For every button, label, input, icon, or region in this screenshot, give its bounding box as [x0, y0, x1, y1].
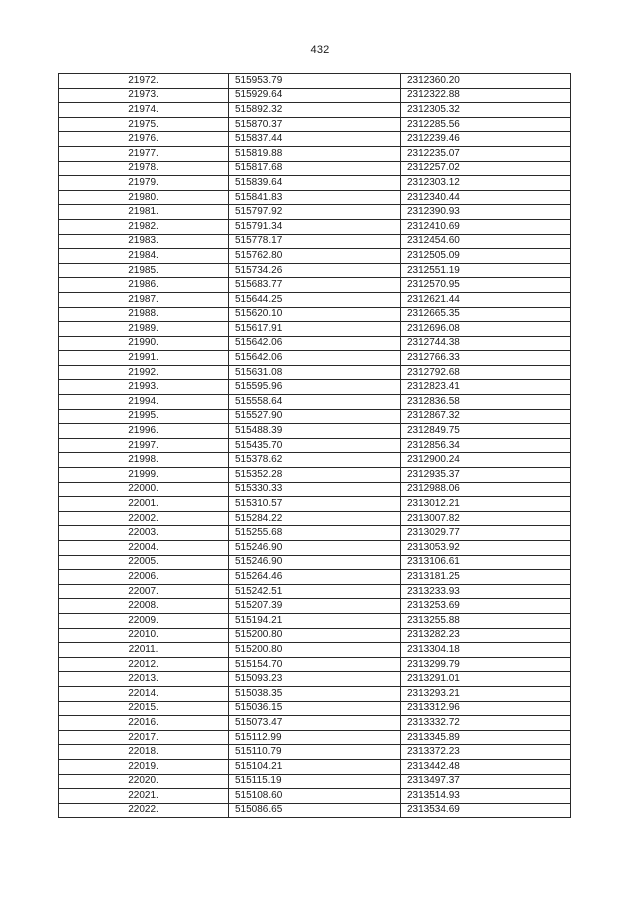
y-coordinate-cell: 2313291.01 [401, 672, 571, 687]
table-row [59, 438, 571, 453]
x-coordinate-cell: 515200.80 [229, 643, 401, 658]
y-coordinate-cell: 2312551.19 [401, 263, 571, 278]
table-row [59, 249, 571, 264]
coordinates-table [58, 73, 571, 818]
table-row [59, 657, 571, 672]
y-coordinate-cell: 2313442.48 [401, 759, 571, 774]
table-row [59, 672, 571, 687]
x-coordinate-cell: 515841.83 [229, 190, 401, 205]
table-row [59, 730, 571, 745]
x-coordinate-cell: 515929.64 [229, 88, 401, 103]
point-number-cell: 22004. [59, 541, 229, 556]
y-coordinate-cell: 2313345.89 [401, 730, 571, 745]
table-row [59, 526, 571, 541]
y-coordinate-cell: 2312285.56 [401, 117, 571, 132]
y-coordinate-cell: 2312410.69 [401, 219, 571, 234]
y-coordinate-cell: 2313181.25 [401, 570, 571, 585]
coordinates-table-body [59, 74, 571, 818]
point-number-cell: 21990. [59, 336, 229, 351]
table-row [59, 570, 571, 585]
x-coordinate-cell: 515778.17 [229, 234, 401, 249]
y-coordinate-cell: 2312696.08 [401, 322, 571, 337]
point-number-cell: 21989. [59, 322, 229, 337]
table-row [59, 424, 571, 439]
y-coordinate-cell: 2312570.95 [401, 278, 571, 293]
y-coordinate-cell: 2312766.33 [401, 351, 571, 366]
table-row [59, 789, 571, 804]
table-row [59, 716, 571, 731]
y-coordinate-cell: 2313233.93 [401, 584, 571, 599]
y-coordinate-cell: 2312303.12 [401, 176, 571, 191]
x-coordinate-cell: 515104.21 [229, 759, 401, 774]
y-coordinate-cell: 2312849.75 [401, 424, 571, 439]
page-number: 432 [310, 44, 330, 56]
x-coordinate-cell: 515870.37 [229, 117, 401, 132]
table-row [59, 599, 571, 614]
x-coordinate-cell: 515112.99 [229, 730, 401, 745]
point-number-cell: 22022. [59, 803, 229, 818]
point-number-cell: 22005. [59, 555, 229, 570]
table-row [59, 103, 571, 118]
table-row [59, 409, 571, 424]
y-coordinate-cell: 2312621.44 [401, 292, 571, 307]
table-row [59, 453, 571, 468]
table-row [59, 88, 571, 103]
x-coordinate-cell: 515617.91 [229, 322, 401, 337]
x-coordinate-cell: 515110.79 [229, 745, 401, 760]
y-coordinate-cell: 2312239.46 [401, 132, 571, 147]
table-row [59, 497, 571, 512]
table-row [59, 745, 571, 760]
x-coordinate-cell: 515086.65 [229, 803, 401, 818]
table-row [59, 205, 571, 220]
y-coordinate-cell: 2312305.32 [401, 103, 571, 118]
y-coordinate-cell: 2312856.34 [401, 438, 571, 453]
point-number-cell: 21976. [59, 132, 229, 147]
x-coordinate-cell: 515378.62 [229, 453, 401, 468]
point-number-cell: 21999. [59, 468, 229, 483]
x-coordinate-cell: 515791.34 [229, 219, 401, 234]
point-number-cell: 21972. [59, 74, 229, 89]
x-coordinate-cell: 515200.80 [229, 628, 401, 643]
point-number-cell: 21993. [59, 380, 229, 395]
table-row [59, 759, 571, 774]
y-coordinate-cell: 2313053.92 [401, 541, 571, 556]
point-number-cell: 22002. [59, 511, 229, 526]
y-coordinate-cell: 2312360.20 [401, 74, 571, 89]
x-coordinate-cell: 515839.64 [229, 176, 401, 191]
x-coordinate-cell: 515330.33 [229, 482, 401, 497]
table-row [59, 322, 571, 337]
table-row [59, 365, 571, 380]
point-number-cell: 22010. [59, 628, 229, 643]
y-coordinate-cell: 2312505.09 [401, 249, 571, 264]
table-row [59, 613, 571, 628]
table-row [59, 395, 571, 410]
table-row [59, 774, 571, 789]
x-coordinate-cell: 515194.21 [229, 613, 401, 628]
table-row [59, 511, 571, 526]
table-row [59, 234, 571, 249]
x-coordinate-cell: 515284.22 [229, 511, 401, 526]
x-coordinate-cell: 515093.23 [229, 672, 401, 687]
table-row [59, 146, 571, 161]
y-coordinate-cell: 2312454.60 [401, 234, 571, 249]
table-row [59, 351, 571, 366]
x-coordinate-cell: 515762.80 [229, 249, 401, 264]
x-coordinate-cell: 515620.10 [229, 307, 401, 322]
table-row [59, 190, 571, 205]
point-number-cell: 22015. [59, 701, 229, 716]
x-coordinate-cell: 515817.68 [229, 161, 401, 176]
y-coordinate-cell: 2312665.35 [401, 307, 571, 322]
point-number-cell: 21981. [59, 205, 229, 220]
point-number-cell: 21979. [59, 176, 229, 191]
point-number-cell: 21994. [59, 395, 229, 410]
point-number-cell: 22012. [59, 657, 229, 672]
y-coordinate-cell: 2313029.77 [401, 526, 571, 541]
point-number-cell: 22006. [59, 570, 229, 585]
y-coordinate-cell: 2313106.61 [401, 555, 571, 570]
x-coordinate-cell: 515264.46 [229, 570, 401, 585]
x-coordinate-cell: 515644.25 [229, 292, 401, 307]
y-coordinate-cell: 2312823.41 [401, 380, 571, 395]
table-row [59, 263, 571, 278]
point-number-cell: 22009. [59, 613, 229, 628]
x-coordinate-cell: 515527.90 [229, 409, 401, 424]
point-number-cell: 22000. [59, 482, 229, 497]
table-row [59, 74, 571, 89]
y-coordinate-cell: 2313514.93 [401, 789, 571, 804]
point-number-cell: 21978. [59, 161, 229, 176]
point-number-cell: 21975. [59, 117, 229, 132]
x-coordinate-cell: 515642.06 [229, 336, 401, 351]
point-number-cell: 21974. [59, 103, 229, 118]
y-coordinate-cell: 2313497.37 [401, 774, 571, 789]
table-row [59, 336, 571, 351]
table-row [59, 278, 571, 293]
point-number-cell: 22018. [59, 745, 229, 760]
y-coordinate-cell: 2313372.23 [401, 745, 571, 760]
point-number-cell: 22019. [59, 759, 229, 774]
table-row [59, 628, 571, 643]
point-number-cell: 22014. [59, 686, 229, 701]
point-number-cell: 21983. [59, 234, 229, 249]
point-number-cell: 21973. [59, 88, 229, 103]
point-number-cell: 21986. [59, 278, 229, 293]
table-row [59, 292, 571, 307]
table-row [59, 803, 571, 818]
x-coordinate-cell: 515595.96 [229, 380, 401, 395]
x-coordinate-cell: 515352.28 [229, 468, 401, 483]
x-coordinate-cell: 515310.57 [229, 497, 401, 512]
y-coordinate-cell: 2312235.07 [401, 146, 571, 161]
y-coordinate-cell: 2312935.37 [401, 468, 571, 483]
point-number-cell: 22003. [59, 526, 229, 541]
table-row [59, 686, 571, 701]
point-number-cell: 22007. [59, 584, 229, 599]
y-coordinate-cell: 2313012.21 [401, 497, 571, 512]
point-number-cell: 21984. [59, 249, 229, 264]
x-coordinate-cell: 515819.88 [229, 146, 401, 161]
y-coordinate-cell: 2313253.69 [401, 599, 571, 614]
point-number-cell: 21997. [59, 438, 229, 453]
y-coordinate-cell: 2313293.21 [401, 686, 571, 701]
point-number-cell: 21996. [59, 424, 229, 439]
x-coordinate-cell: 515073.47 [229, 716, 401, 731]
x-coordinate-cell: 515246.90 [229, 555, 401, 570]
y-coordinate-cell: 2312340.44 [401, 190, 571, 205]
table-row [59, 468, 571, 483]
point-number-cell: 21982. [59, 219, 229, 234]
x-coordinate-cell: 515837.44 [229, 132, 401, 147]
point-number-cell: 21985. [59, 263, 229, 278]
x-coordinate-cell: 515797.92 [229, 205, 401, 220]
point-number-cell: 22008. [59, 599, 229, 614]
point-number-cell: 22001. [59, 497, 229, 512]
y-coordinate-cell: 2313312.96 [401, 701, 571, 716]
x-coordinate-cell: 515242.51 [229, 584, 401, 599]
y-coordinate-cell: 2313534.69 [401, 803, 571, 818]
y-coordinate-cell: 2313282.23 [401, 628, 571, 643]
x-coordinate-cell: 515108.60 [229, 789, 401, 804]
y-coordinate-cell: 2312744.38 [401, 336, 571, 351]
x-coordinate-cell: 515631.08 [229, 365, 401, 380]
y-coordinate-cell: 2313255.88 [401, 613, 571, 628]
y-coordinate-cell: 2312900.24 [401, 453, 571, 468]
point-number-cell: 22016. [59, 716, 229, 731]
table-row [59, 584, 571, 599]
table-row [59, 643, 571, 658]
y-coordinate-cell: 2312257.02 [401, 161, 571, 176]
point-number-cell: 21992. [59, 365, 229, 380]
point-number-cell: 22017. [59, 730, 229, 745]
x-coordinate-cell: 515255.68 [229, 526, 401, 541]
table-row [59, 482, 571, 497]
y-coordinate-cell: 2312867.32 [401, 409, 571, 424]
point-number-cell: 21995. [59, 409, 229, 424]
x-coordinate-cell: 515115.19 [229, 774, 401, 789]
table-row [59, 380, 571, 395]
y-coordinate-cell: 2312792.68 [401, 365, 571, 380]
table-row [59, 541, 571, 556]
table-row [59, 176, 571, 191]
point-number-cell: 21991. [59, 351, 229, 366]
y-coordinate-cell: 2313299.79 [401, 657, 571, 672]
table-row [59, 161, 571, 176]
point-number-cell: 21998. [59, 453, 229, 468]
table-row [59, 117, 571, 132]
x-coordinate-cell: 515953.79 [229, 74, 401, 89]
point-number-cell: 21980. [59, 190, 229, 205]
table-row [59, 307, 571, 322]
point-number-cell: 22021. [59, 789, 229, 804]
y-coordinate-cell: 2313007.82 [401, 511, 571, 526]
y-coordinate-cell: 2312390.93 [401, 205, 571, 220]
point-number-cell: 22020. [59, 774, 229, 789]
table-row [59, 219, 571, 234]
point-number-cell: 21988. [59, 307, 229, 322]
x-coordinate-cell: 515892.32 [229, 103, 401, 118]
x-coordinate-cell: 515435.70 [229, 438, 401, 453]
x-coordinate-cell: 515488.39 [229, 424, 401, 439]
y-coordinate-cell: 2312836.58 [401, 395, 571, 410]
table-row [59, 132, 571, 147]
point-number-cell: 21977. [59, 146, 229, 161]
x-coordinate-cell: 515154.70 [229, 657, 401, 672]
table-row [59, 555, 571, 570]
point-number-cell: 22011. [59, 643, 229, 658]
y-coordinate-cell: 2313332.72 [401, 716, 571, 731]
x-coordinate-cell: 515038.35 [229, 686, 401, 701]
x-coordinate-cell: 515207.39 [229, 599, 401, 614]
x-coordinate-cell: 515642.06 [229, 351, 401, 366]
point-number-cell: 21987. [59, 292, 229, 307]
x-coordinate-cell: 515246.90 [229, 541, 401, 556]
y-coordinate-cell: 2313304.18 [401, 643, 571, 658]
y-coordinate-cell: 2312988.06 [401, 482, 571, 497]
x-coordinate-cell: 515036.15 [229, 701, 401, 716]
y-coordinate-cell: 2312322.88 [401, 88, 571, 103]
x-coordinate-cell: 515734.26 [229, 263, 401, 278]
x-coordinate-cell: 515558.64 [229, 395, 401, 410]
table-row [59, 701, 571, 716]
x-coordinate-cell: 515683.77 [229, 278, 401, 293]
point-number-cell: 22013. [59, 672, 229, 687]
